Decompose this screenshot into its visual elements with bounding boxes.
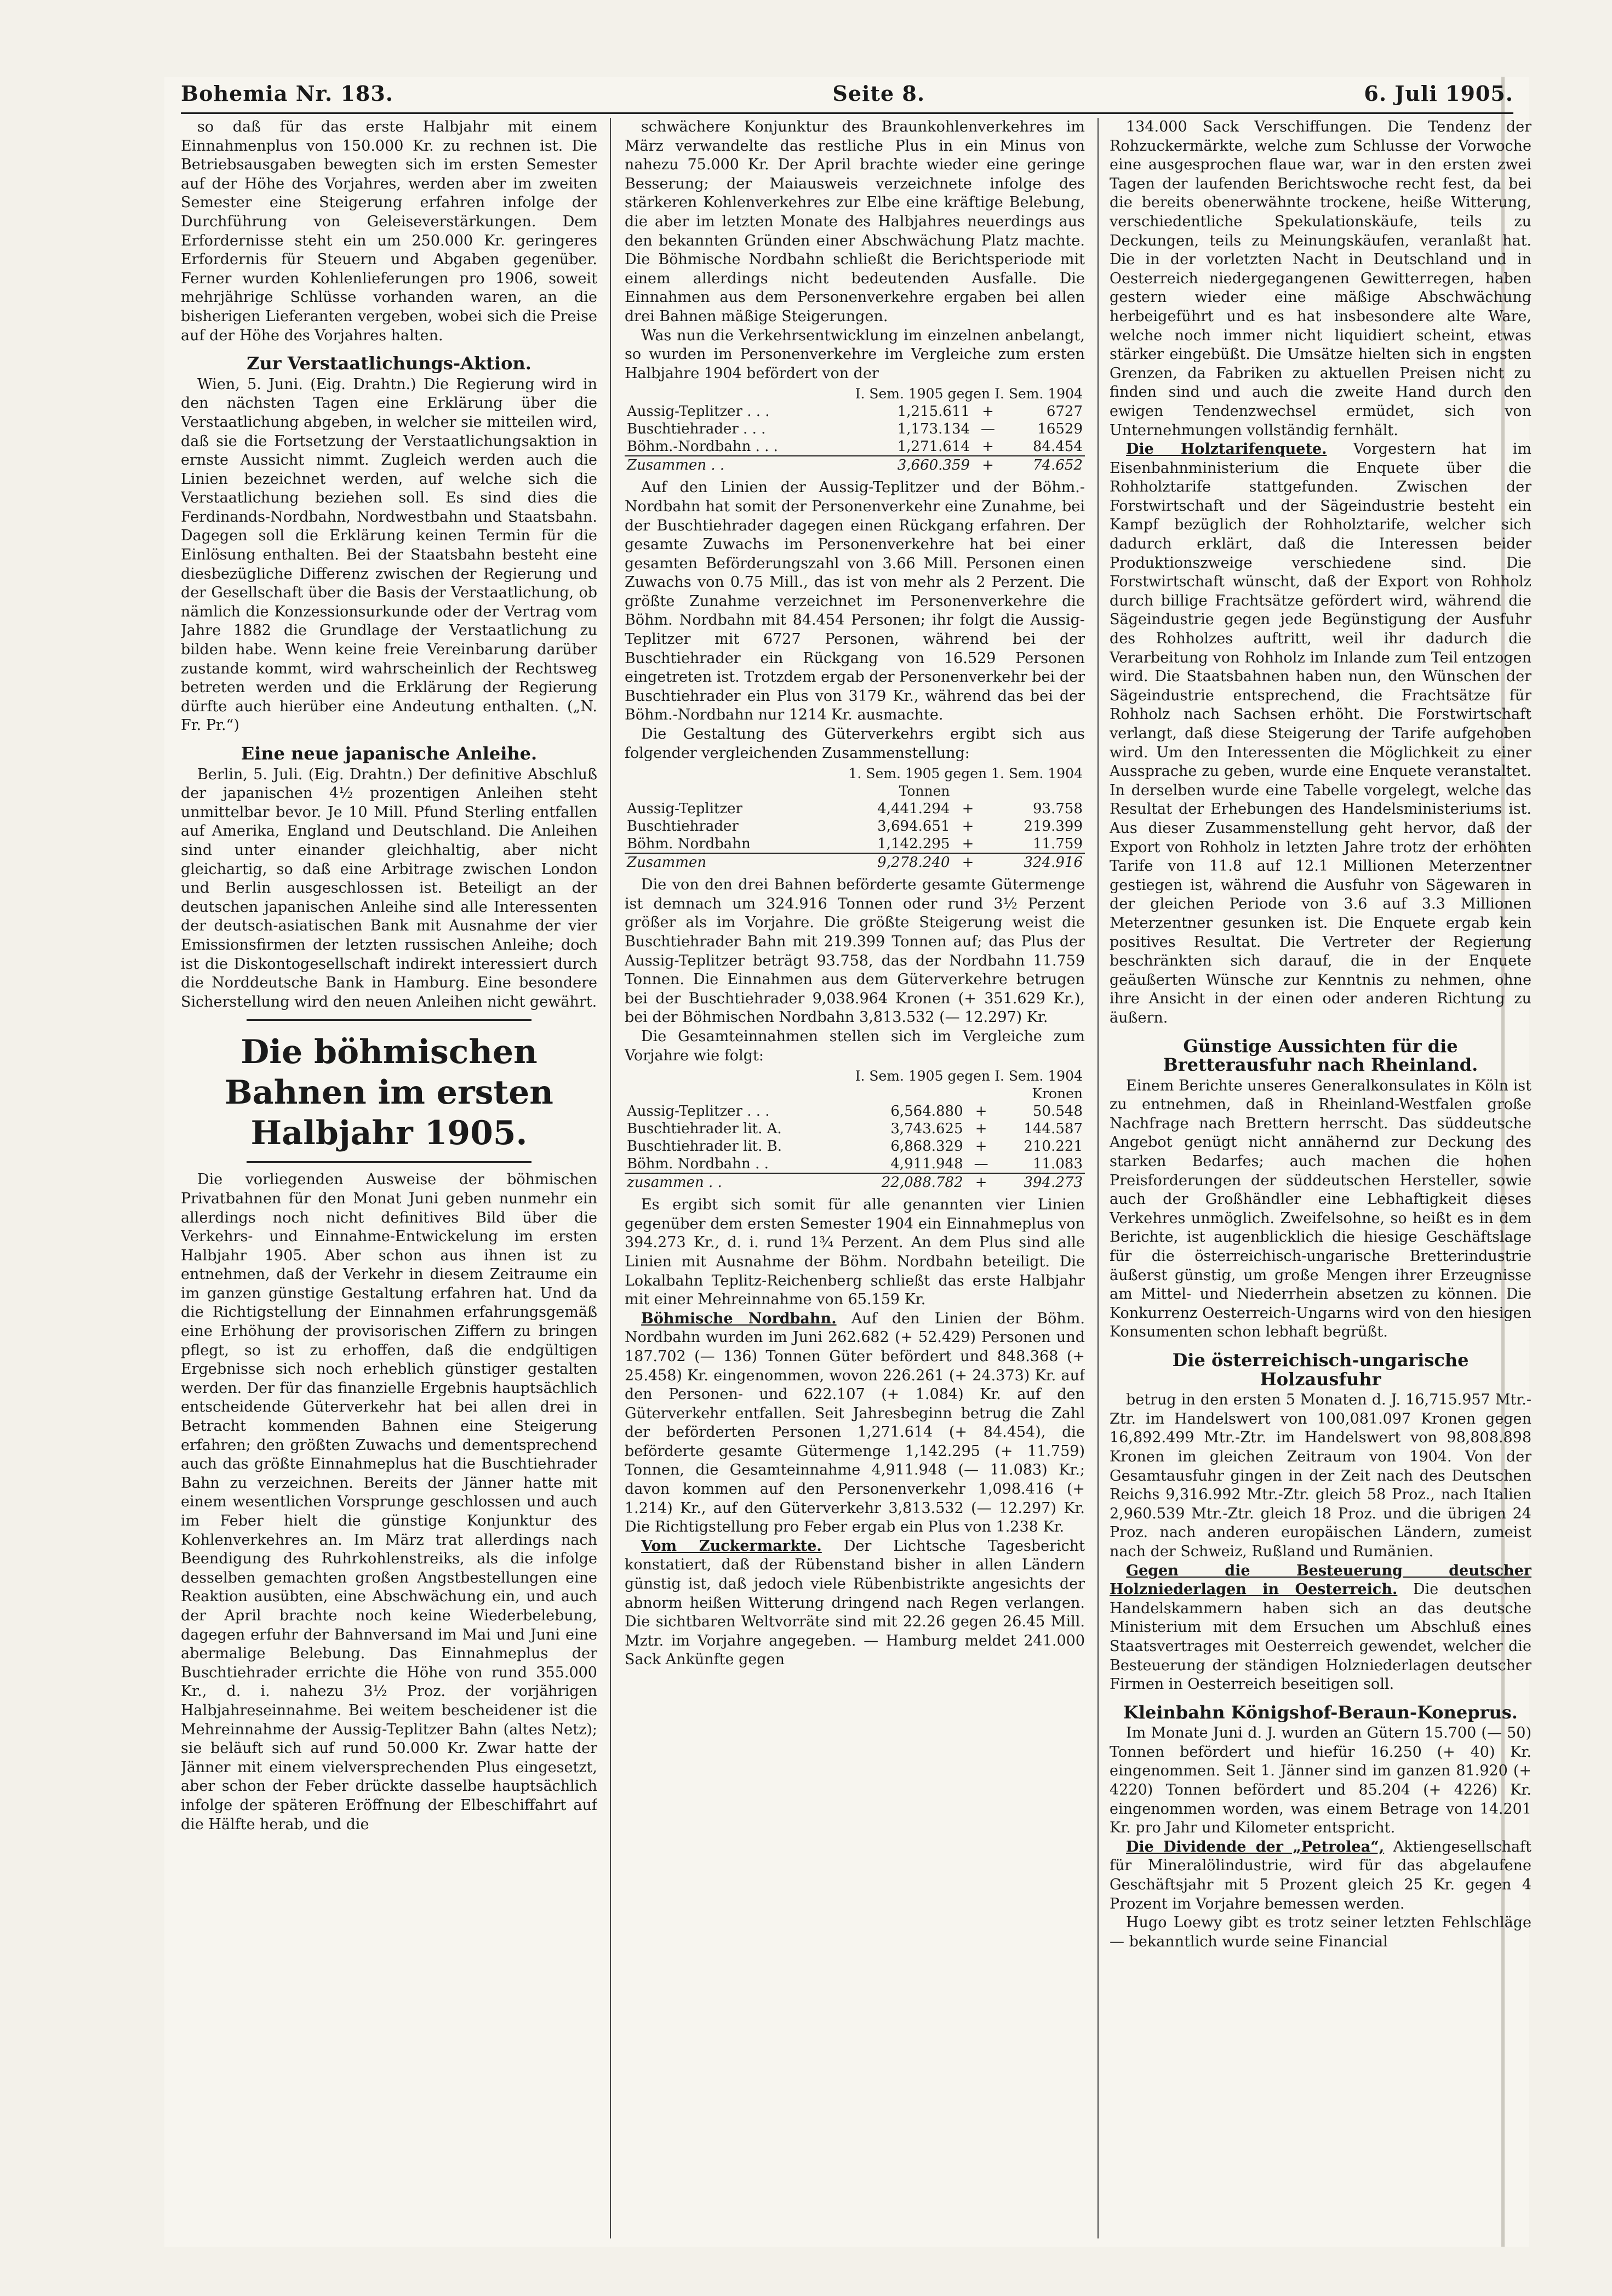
table-cell: 16529 (1037, 421, 1083, 438)
table-cell: Buschtiehrader lit. B. (627, 1138, 782, 1155)
revenue-table (625, 1067, 1085, 1191)
table-cell: 74.652 (1004, 456, 1085, 474)
table-cell: Aussig-Teplitzer (627, 801, 742, 818)
item-heading: Günstige Aussichten für die Bretterausfuhr nach Rheinland. (1163, 1035, 1478, 1076)
table-cell: 3,694.651 (877, 818, 950, 835)
table-cell: — (974, 1156, 988, 1173)
table-cell: Zusammen . . (625, 456, 857, 474)
table-cell: 93.758 (1033, 801, 1083, 818)
column-divider (610, 118, 611, 2238)
article-text: Berlin, 5. Juli. (Eig. Drahtn.) Der definitive Abschluß der japanischen 4½ prozentigen Anleihen steht unmittelbar bevor. Je 10 Mill. Pfund Sterling entfallen auf Amerika, England und Deutschland. Die Anleihen sind unter einander gleichhaltig, aber nicht gleichartig, so daß eine Arbitrage zwischen London und Berlin ausgeschlossen ist. Beteiligt an der deutschen japanischen Anleihe sind alle Interessenten der deutsch-asiatischen Bank mit Ausnahme der vier Emissionsfirmen der letzten russischen Anleihe; doch ist die Diskontogesellschaft indirekt interessiert durch die Norddeutsche Bank in Hamburg. Eine besondere Sicherstellung wird den neuen Anleihen nicht gewährt. (181, 766, 597, 1010)
header-page-number: Seite 8. (832, 81, 925, 106)
item-heading: Die Dividende der „Petrolea“, (1126, 1838, 1385, 1855)
table-cell: 210.221 (1024, 1138, 1083, 1155)
table-cell: 22,088.782 (846, 1173, 965, 1191)
table-cell: + (982, 438, 994, 455)
table-total-row (625, 1173, 1085, 1191)
article-text: schwächere Konjunktur des Braunkohlenverkehres im März verwandelte das restliche Plus in ein Minus von nahezu 75.000 Kr. Der April brachte wieder eine geringe Besserung; der Maiausweis verzeichnete infolge des stärkeren Kohlenverkehres zur Elbe eine kräftige Belebung, die aber im letzten Monate des Halbjahres neuerdings aus den bekannten Gründen einer Abschwächung Platz machte. Die Böhmische Nordbahn schließt die Berichtsperiode mit einem allerdings nicht bedeutenden Ausfalle. Die Einnahmen aus dem Personenverkehre ergaben bei allen drei Bahnen mäßige Steigerungen. (625, 118, 1085, 325)
table-cell: 1,173.134 (897, 421, 970, 438)
table-cell: Böhm.-Nordbahn . . . (627, 438, 778, 455)
table-cell: 1,215.611 (897, 403, 970, 420)
article-text: Der Lichtsche Tagesbericht konstatiert, daß der Rübenstand bisher in allen Ländern günstig ist, daß jedoch viele Rübenbistrikte angesichts der abnorm heißen Witterung dringend nach Regen verlangen. Die sichtbaren Weltvorräte sind mit 22.26 gegen 26.45 Mill. Mztr. im Vorjahre angegeben. — Hamburg meldet 241.000 Sack Ankünfte gegen (625, 1537, 1085, 1669)
table-cell: 1,271.614 (897, 438, 970, 455)
table-cell: 84.454 (1033, 438, 1083, 455)
header-rule (181, 112, 1513, 114)
table-cell: + (972, 456, 1004, 474)
item-heading: Die Holztarifenquete. (1126, 441, 1327, 458)
article-text: Im Monate Juni d. J. wurden an Gütern 15.700 (— 50) Tonnen befördert und hiefür 16.250 (+ 40) Kr. eingenommen. Seit 1. Jänner sind im ganzen 81.920 (+ 4220) Tonnen befördert und 85.204 (+ 4226) Kr. eingenommen worden, was einem Betrage von 14.201 Kr. pro Jahr und Kilometer entspricht. (1110, 1724, 1531, 1837)
table-row (625, 1120, 1085, 1138)
article-text: Auf den Linien der Böhm. Nordbahn wurden im Juni 262.682 (+ 52.429) Personen und 187.702 (— 136) Tonnen Güter befördert und 848.368 (+ 25.458) Kr. eingenommen, wovon 226.261 (+ 24.373) Kr. auf den Personen- und 622.107 (+ 1.084) Kr. auf den Güterverkehr entfallen. Seit Jahresbeginn betrug die Zahl der beförderten Personen 1,271.614 (+ 84.454), die beförderte gesamte Gütermenge 1,142.295 (+ 11.759) Tonnen, die Gesamteinnahme 4,911.948 (— 11.083) Kr.; davon kommen auf den Personenverkehr 1,098.416 (+ 1.214) Kr., auf den Güterverkehr 3,813.532 (— 12.297) Kr. Die Richtigstellung pro Feber ergab ein Plus von 1.238 Kr. (625, 1310, 1085, 1536)
table-cell: 3,660.359 (857, 456, 972, 474)
column-1 (181, 118, 597, 2238)
table-cell: 394.273 (997, 1173, 1085, 1191)
table-cell: + (975, 1121, 987, 1138)
table-row (625, 1155, 1085, 1173)
table-unit: Kronen (1032, 1086, 1083, 1102)
table-row (625, 800, 1085, 818)
table-row (625, 1103, 1085, 1120)
table-cell: 1,142.295 (877, 836, 950, 853)
table-header: I. Sem. 1905 gegen I. Sem. 1904 (855, 386, 1083, 402)
item-heading: Böhmische Nordbahn. (641, 1310, 837, 1327)
feature-headline: Die böhmischen Bahnen im ersten Halbjahr 1905. (225, 1033, 553, 1153)
table-cell: + (975, 1138, 987, 1155)
item-heading: Die österreichisch-ungarische Holzausfuhr (1172, 1350, 1469, 1390)
table-cell: Aussig-Teplitzer . . . (627, 403, 770, 420)
article-text: Die deutschen Handelskammern haben sich an das deutsche Ministerium mit dem Ersuchen um Abschluß eines Staatsvertrages mit Oesterreich gewendet, welcher die Besteuerung der ständigen Holzniederlagen deutscher Firmen in Oesterreich beseitigen soll. (1110, 1581, 1531, 1693)
table-cell: + (975, 1103, 987, 1120)
article-text: Einem Berichte unseres Generalkonsulates in Köln ist zu entnehmen, daß in Rheinland-Westfalen große Nachfrage nach Brettern herrscht. Das süddeutsche Angebot genügt nicht annähernd zur Deckung des starken Bedarfes; auch machen die hohen Preisforderungen der süddeutschen Hersteller, sowie auch der Großhändler eine Lebhaftigkeit dieses Verkehres unmöglich. Zweifelsohne, so heißt es in dem Berichte, ist augenblicklich die hiesige Geschäftslage für die österreichisch-ungarische Bretterindustrie äußerst günstig, um große Mengen ihrer Erzeugnisse am Mittel- und Niederrhein absetzen zu können. Die Konkurrenz Oesterreich-Ungarns wird von den hiesigen Konsumenten schon lebhaft begrüßt. (1110, 1077, 1531, 1341)
item-heading: Kleinbahn Königshof-Beraun-Koneprus. (1123, 1701, 1518, 1723)
table-cell: + (962, 801, 974, 818)
table-cell: Buschtiehrader (627, 818, 739, 835)
table-cell: 219.399 (1024, 818, 1083, 835)
table-cell: 144.587 (1024, 1121, 1083, 1138)
table-cell: 4,441.294 (877, 801, 950, 818)
article-text: Wien, 5. Juni. (Eig. Drahtn.) Die Regierung wird in den nächsten Tagen eine Erklärung über die Verstaatlichung abgeben, in welcher sie mitteilen wird, daß sie die Fortsetzung der Verstaatlichungsaktion in ernste Aussicht nimmt. Zugleich werden auch die Linien bezeichnet werden, auf welche sich die Verstaatlichung beziehen soll. Es sind dies die Ferdinands-Nordbahn, Nordwestbahn und Staatsbahn. Dagegen soll die Erklärung keinen Termin für die Einlösung enthalten. Bei der Staatsbahn besteht eine diesbezügliche Differenz zwischen der Regierung und der Gesellschaft über die Basis der Verstaatlichung, ob nämlich die Konzessionsurkunde oder der Vertrag vom Jahre 1882 die Grundlage der Verstaatlichung zu bilden habe. Wenn keine freie Vereinbarung darüber zustande kommt, wird wahrscheinlich der Rechtsweg betreten werden und die Erklärung der Regierung dürfte auch hierüber eine Andeutung enthalten. („N. Fr. Pr.“) (181, 375, 597, 734)
table-row (625, 438, 1085, 456)
table-cell: 4,911.948 (890, 1156, 963, 1173)
article-text: betrug in den ersten 5 Monaten d. J. 16,715.957 Mtr.-Ztr. im Handelswert von 100,081.097 Kronen gegen 16,892.499 Mtr.-Ztr. im Handelswert von 98,808.898 Kronen im gleichen Zeitraum von 1904. Von der Gesamtausfuhr gingen in der Zeit nach des Deutschen Reichs 9,316.992 Mtr.-Ztr. gleich 58 Proz., nach Italien 2,960.539 Mtr.-Ztr. gleich 18 Proz. und die übrigen 24 Proz. nach anderen europäischen Ländern, zumeist nach der Schweiz, Rußland und Rumänien. (1110, 1391, 1531, 1560)
table-cell: + (952, 853, 984, 871)
table-cell: 324.916 (984, 853, 1085, 871)
article-text: Auf den Linien der Aussig-Teplitzer und der Böhm.-Nordbahn hat somit der Personenverkehr eine Zunahme, bei der Buschtiehrader dagegen einen Rückgang erfahren. Der gesamte Zuwachs im Personenverkehre hat bei einer gesamten Beförderungszahl von 3.66 Mill. Personen einen Zuwachs von 0.75 Mill., das ist von mehr als 2 Perzent. Die größte Zunahme verzeichnet im Personenverkehre die Böhm. Nordbahn mit 84.454 Personen; ihr folgt die Aussig-Teplitzer mit 6727 Personen, während bei der Buschtiehrader ein Rückgang von 16.529 Personen eingetreten ist. Trotzdem ergab der Personenverkehr bei der Buschtiehrader ein Plus von 3179 Kr., während das bei der Böhm.-Nordbahn nur 1214 Kr. ausmachte. (625, 479, 1085, 724)
article-text: Vorgestern hat im Eisenbahnministerium die Enquete über die Rohholztarife stattgefunden. Zwischen der Forstwirtschaft und der Sägeindustrie besteht ein Kampf bezüglich der Rohholztarife, welcher sich dadurch erklärt, daß die Interessen beider Produktionszweige verschiedene sind. Die Forstwirtschaft wünscht, daß der Export von Rohholz durch billige Frachtsätze gefördert wird, während die Sägeindustrie gegen jede Begünstigung der Ausfuhr des Rohholzes auftritt, weil ihr dadurch die Verarbeitung von Rohholz im Inlande zum Teil entzogen wird. Die Staatsbahnen haben nun, den Wünschen der Sägeindustrie entsprechend, die Frachtsätze für Rohholz nach Sachsen erhöht. Die Forstwirtschaft verlangt, daß diese Steigerung der Tarife aufgehoben wird. Um den Interessenten die Möglichkeit zu einer Aussprache zu geben, wurde eine Enquete veranstaltet. In derselben wurde eine Tabelle vorgelegt, welche das Resultat der Erhebungen des Handelsministeriums ist. Aus dieser Zusammenstellung geht hervor, daß der Export von Rohholz in letzten Jahre trotz der erhöhten Tarife von 11.8 auf 12.1 Millionen Meterzentner gestiegen ist, während die Ausfuhr von Sägewaren in der gleichen Periode von 3.6 auf 3.3 Millionen Meterzentner gesunken ist. Die Enquete ergab kein positives Resultat. Die Vertreter der Regierung beschränkten sich darauf, die in der Enquete geäußerten Wünsche zur Kenntnis zu nehmen, ohne ihre Ansicht in der einen oder anderen Richtung zu äußern. (1110, 441, 1531, 1026)
table-cell: Aussig-Teplitzer . . . (627, 1103, 770, 1120)
table-cell: — (981, 421, 996, 438)
table-cell: zusammen . . (625, 1173, 846, 1191)
table-cell: 3,743.625 (890, 1121, 963, 1138)
table-cell: Böhm. Nordbahn . . (627, 1156, 769, 1173)
table-cell: 11.759 (1033, 836, 1083, 853)
table-cell: + (962, 836, 974, 853)
article-text: Die von den drei Bahnen beförderte gesamte Gütermenge ist demnach um 324.916 Tonnen oder rund 3½ Perzent größer als im Vorjahre. Die größte Steigerung weist die Buschtiehrader Bahn mit 219.399 Tonnen auf; das Plus der Aussig-Teplitzer beträgt 93.758, das der Nordbahn 11.759 Tonnen. Die Einnahmen aus dem Güterverkehre betrugen bei der Buschtiehrader 9,038.964 Kronen (+ 351.629 Kr.), bei der Böhmischen Nordbahn 3,813.532 (— 12.297) Kr. (625, 876, 1085, 1026)
freight-table (625, 765, 1085, 871)
running-header (181, 77, 1513, 110)
article-text: Die Gestaltung des Güterverkehrs ergibt sich aus folgender vergleichenden Zusammenstellung: (625, 726, 1085, 762)
table-unit: Tonnen (899, 783, 950, 799)
table-cell: 11.083 (1033, 1156, 1083, 1173)
table-row (625, 835, 1085, 853)
table-row (625, 1138, 1085, 1155)
table-cell: + (962, 818, 974, 835)
column-3 (1110, 118, 1531, 2238)
header-date: 6. Juli 1905. (1364, 81, 1513, 106)
passenger-table (625, 385, 1085, 474)
table-cell: 6,868.329 (890, 1138, 963, 1155)
table-cell: + (982, 403, 994, 420)
column-2 (625, 118, 1085, 2238)
table-cell: Zusammen (625, 853, 829, 871)
article-text: so daß für das erste Halbjahr mit einem Einnahmenplus von 150.000 Kr. zu rechnen ist. Die Betriebsausgaben bewegten sich im ersten Semester auf der Höhe des Vorjahres, werden aber im zweiten Semester eine Steigerung erfahren infolge der Durchführung von Geleiseverstärkungen. Dem Erfordernisse steht ein um 250.000 Kr. geringeres Erfordernis für Steuern und Abgaben gegenüber. Ferner wurden Kohlenlieferungen pro 1906, soweit mehrjährige Schlüsse vorhanden waren, an die bisherigen Lieferanten vergeben, wobei sich die Preise auf der Höhe des Vorjahres halten. (181, 118, 597, 344)
section-rule (247, 1161, 531, 1163)
article-text: Die Gesamteinnahmen stellen sich im Vergleiche zum Vorjahre wie folgt: (625, 1027, 1085, 1064)
article-text: Was nun die Verkehrsentwicklung im einzelnen anbelangt, so wurden im Personenverkehre im Vergleiche zum ersten Halbjahre 1904 befördert von der (625, 327, 1085, 382)
table-row (625, 420, 1085, 438)
article-text: 134.000 Sack Verschiffungen. Die Tendenz der Rohzuckermärkte, welche zum Schlusse der Vorwoche eine ausgesprochen flaue war, war in den ersten zwei Tagen der laufenden Berichtswoche recht fest, da bei die bereits obenerwähnte trockene, heiße Witterung, verschiedentliche Spekulationskäufe, teils zu Deckungen, teils zu Meinungskäufen, veranlaßt hat. Die in der vorletzten Nacht in Deutschland und in Oesterreich niedergegangenen Gewitterregen, haben gestern wieder eine mäßige Abschwächung herbeigeführt und es hat insbesondere alte Ware, welche noch immer nicht liquidiert scheint, etwas stärker eingebüßt. Die Umsätze hielten sich in engsten Grenzen, da Fabriken zu aktuellen Preisen nicht zu finden sind und auch die zweite Hand durch den ewigen Tendenzwechsel ermüdet, sich von Unternehmungen vollständig fernhält. (1110, 118, 1531, 439)
item-heading: Gegen die Besteuerung deutscher Holzniederlagen in Oesterreich. (1110, 1562, 1531, 1598)
table-cell: + (965, 1173, 997, 1191)
article-heading: Eine neue japanische Anleihe. (241, 743, 538, 764)
item-heading: Vom Zuckermarkte. (641, 1537, 822, 1555)
table-cell: 50.548 (1033, 1103, 1083, 1120)
table-cell: 9,278.240 (829, 853, 952, 871)
section-rule (247, 1019, 531, 1021)
table-cell: 6,564.880 (890, 1103, 963, 1120)
table-header: 1. Sem. 1905 gegen 1. Sem. 1904 (848, 766, 1083, 782)
table-header: I. Sem. 1905 gegen I. Sem. 1904 (855, 1068, 1083, 1084)
table-row (625, 818, 1085, 835)
article-text: Aktiengesellschaft für Mineralölindustrie, wird für das abgelaufene Geschäftsjahr mit 5 Prozent gleich 25 Kr. gegen 4 Prozent im Vorjahre bemessen werden. (1110, 1838, 1531, 1912)
column-divider (1097, 118, 1099, 2238)
table-cell: Böhm. Nordbahn (627, 836, 751, 853)
table-row (625, 403, 1085, 420)
table-cell: Buschtiehrader lit. A. (627, 1121, 782, 1138)
article-text: Hugo Loewy gibt es trotz seiner letzten Fehlschläge — bekanntlich wurde seine Financial (1110, 1914, 1531, 1950)
table-cell: 6727 (1046, 403, 1083, 420)
article-text: Es ergibt sich somit für alle genannten vier Linien gegenüber dem ersten Semester 1904 ein Einnahmeplus von 394.273 Kr., d. i. rund 1¾ Perzent. An dem Plus sind alle Linien mit Ausnahme der Böhm. Nordbahn beteiligt. Die Lokalbahn Teplitz-Reichenberg schließt das erste Halbjahr mit einer Mehreinnahme von 65.159 Kr. (625, 1196, 1085, 1309)
article-text: Die vorliegenden Ausweise der böhmischen Privatbahnen für den Monat Juni geben nunmehr ein allerdings noch nicht definitives Bild über die Verkehrs- und Einnahme-Entwickelung im ersten Halbjahr 1905. Aber schon aus ihnen ist zu entnehmen, daß der Verkehr in diesem Zeitraume ein im ganzen günstige Gestaltung erfahren hat. Und da die Richtigstellung der Einnahmen erfahrungsgemäß eine Erhöhung der provisorischen Ziffern zu bringen pflegt, so ist zu erhoffen, daß die endgültigen Ergebnisse sich noch erheblich günstiger gestalten werden. Der für das finanzielle Ergebnis hauptsächlich entscheidende Güterverkehr hat bei allen drei in Betracht kommenden Bahnen eine Steigerung erfahren; den größten Zuwachs und dementsprechend auch das größte Einnahmeplus hat die Buschtiehrader Bahn zu verzeichnen. Bereits der Jänner hatte mit einem wesentlichen Vorsprunge geschlossen und auch im Feber hielt die günstige Konjunktur des Kohlenverkehres an. Im März trat allerdings nach Beendigung des Ruhrkohlenstreiks, als die infolge desselben gemachten großen Angstbestellungen eine Reaktion ausübten, eine Abschwächung ein, und auch der April brachte noch keine Wiederbelebung, dagegen erfuhr der Bahnversand im Mai und Juni eine abermalige Belebung. Das Einnahmeplus der Buschtiehrader errichte die Höhe von rund 355.000 Kr., d. i. nahezu 3½ Proz. der vorjährigen Halbjahreseinnahme. Bei weitem bescheidener ist die Mehreinnahme der Aussig-Teplitzer Bahn (altes Netz); sie beläuft sich auf rund 50.000 Kr. Zwar hatte der Jänner mit einem vielversprechenden Plus eingesetzt, aber schon der Feber drückte dasselbe hauptsächlich infolge der späteren Eröffnung der Elbeschiffahrt auf die Hälfte herab, und die (181, 1171, 597, 1833)
header-masthead: Bohemia Nr. 183. (181, 81, 394, 106)
article-heading: Zur Verstaatlichungs-Aktion. (247, 353, 531, 374)
table-cell: Buschtiehrader . . . (627, 421, 766, 438)
table-total-row (625, 853, 1085, 871)
table-total-row (625, 456, 1085, 474)
